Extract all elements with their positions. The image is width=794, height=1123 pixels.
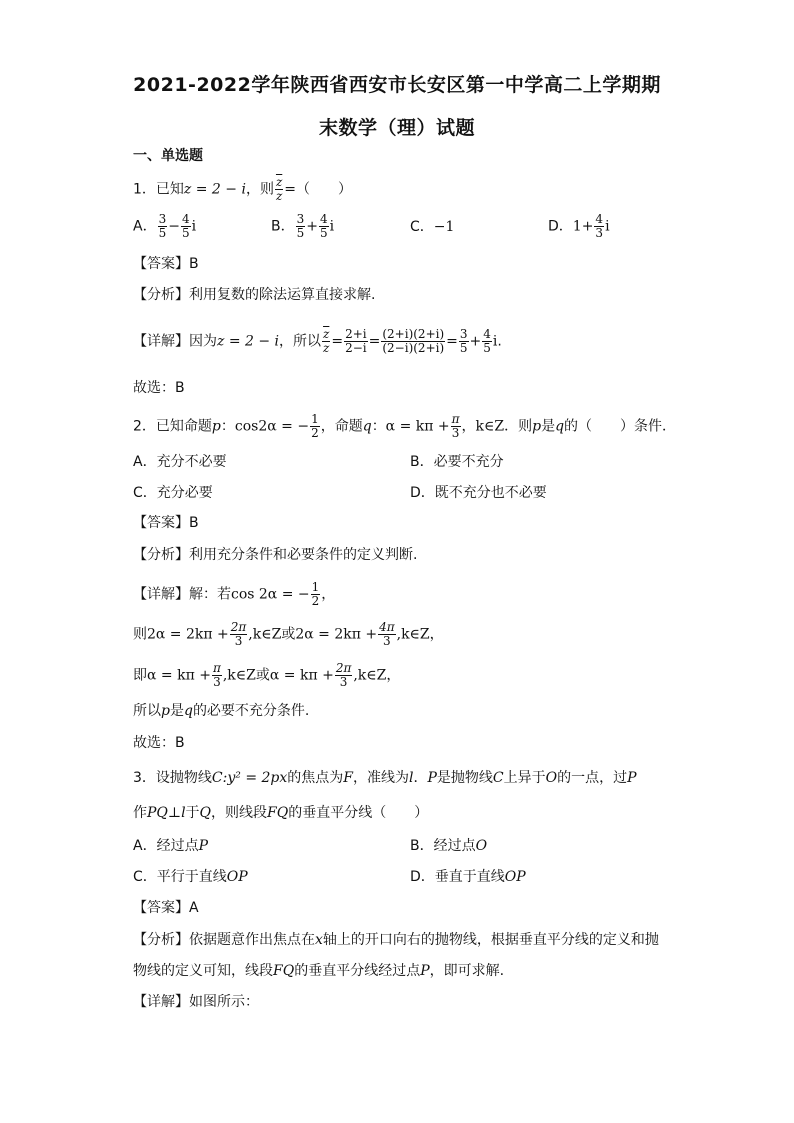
document-title-line1: 2021-2022学年陕西省西安市长安区第一中学高二上学期期 [133, 74, 661, 96]
q3-stem-line2: 作PQ⊥l于Q，则线段FQ的垂直平分线（ ） [133, 805, 429, 821]
q2-option-a: A．充分不必要 [133, 454, 227, 470]
q3-option-a: A．经过点P [133, 838, 208, 854]
q3-stem-line1: 3．设抛物线C:y² = 2px的焦点为F，准线为l．P是抛物线C上异于O的一点，过P [133, 770, 637, 786]
q3-detail: 【详解】如图所示： [133, 994, 259, 1010]
q1-option-c: C．−1 [410, 219, 455, 235]
q3-analysis-line2: 物线的定义可知，线段FQ的垂直平分线经过点P，即可求解. [133, 963, 505, 979]
q2-detail-line3: 即α = kπ + $\frac{\pi}{3}$ ,k∈Z或α = kπ + $\frac{2\pi}{3}$ ,k∈Z， [133, 661, 401, 689]
q1-analysis: 【分析】利用复数的除法运算直接求解. [133, 287, 376, 303]
q2-conclusion: 故选：B [133, 735, 185, 751]
q1-stem-expr: z = 2 − i [183, 181, 246, 198]
q1-detail: 【详解】因为z = 2 − i，所以 $\frac{\overline{z}}{z}$ = $\frac{2+i}{2-i}$ = $\frac{(2+i)(2+i)}{(2-i)(2+i)}$ = $\frac{3}{5}$ + $\frac{4}{5}$ i. [133, 327, 502, 355]
q2-detail-line4: 所以p是q的必要不充分条件. [133, 703, 310, 719]
q3-answer: 【答案】A [133, 900, 199, 916]
q3-option-c: C．平行于直线OP [133, 869, 248, 885]
q1-conclusion: 故选：B [133, 380, 185, 396]
section-heading: 一、单选题 [133, 148, 203, 164]
document-title-line2: 末数学（理）试题 [318, 117, 475, 139]
q1-stem-text2: ，则 [245, 181, 274, 198]
q2-detail-line2: 则2α = 2kπ + $\frac{2\pi}{3}$ ,k∈Z或2α = 2kπ + $\frac{4\pi}{3}$ ,k∈Z， [133, 620, 444, 648]
q1-stem-text: 1．已知 [133, 181, 184, 198]
q3-option-b: B．经过点O [410, 838, 488, 854]
q2-detail-line1: 【详解】解：若cos 2α = − $\frac{1}{2}$ ， [133, 580, 336, 608]
q1-stem-end: =（ ） [284, 181, 353, 198]
q2-option-c: C．充分必要 [133, 485, 213, 501]
q3-option-d: D．垂直于直线OP [410, 869, 526, 885]
q1-stem [133, 176, 352, 203]
q1-answer: 【答案】B [133, 256, 199, 272]
q1-option-a: A． $\frac{3}{5}$ − $\frac{4}{5}$ i [133, 212, 197, 240]
q1-zbar-over-z: $\frac{\overline{z}}{z}$ [275, 175, 283, 203]
q3-analysis-line1: 【分析】依据题意作出焦点在x轴上的开口向右的抛物线，根据垂直平分线的定义和抛 [133, 932, 659, 948]
q2-answer: 【答案】B [133, 515, 199, 531]
q2-option-d: D．既不充分也不必要 [410, 485, 547, 501]
q2-option-b: B．必要不充分 [410, 454, 504, 470]
q2-analysis: 【分析】利用充分条件和必要条件的定义判断. [133, 547, 418, 563]
q1-option-d: D．1+ $\frac{4}{3}$ i [548, 212, 610, 240]
q1-option-b: B． $\frac{3}{5}$ + $\frac{4}{5}$ i [271, 212, 335, 240]
q2-stem: 2．已知命题p：cos2α = − $\frac{1}{2}$ ，命题q：α = kπ + $\frac{\pi}{3}$ ，k∈Z．则p是q的（ ）条件． [133, 412, 677, 440]
